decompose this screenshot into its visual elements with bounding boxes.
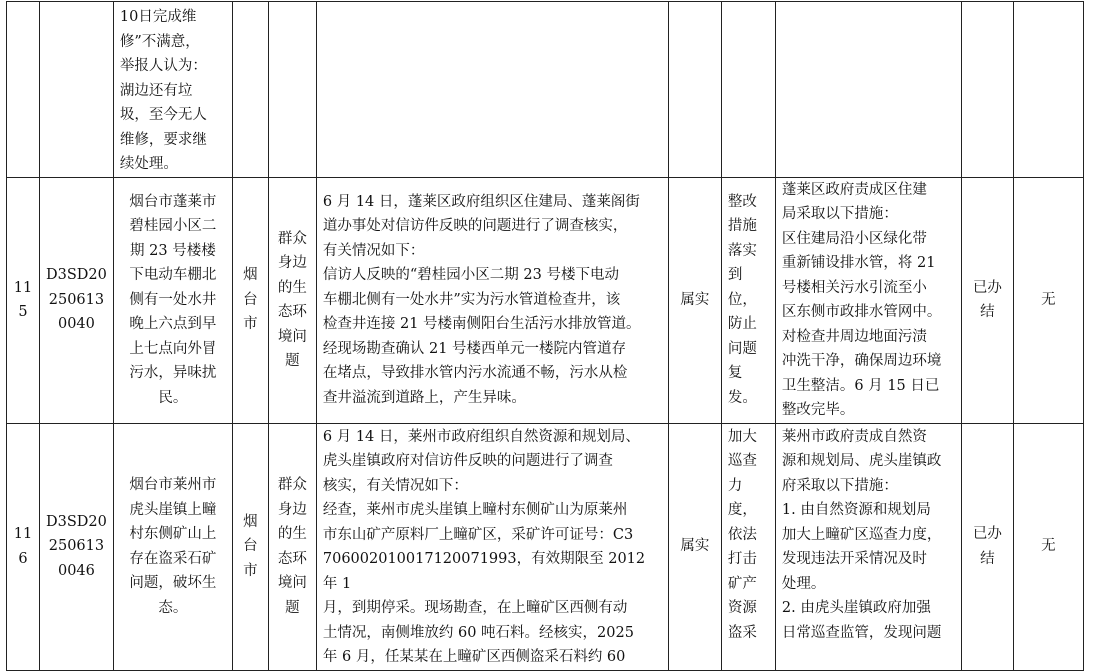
petition-table [6,1,1084,671]
cell-complaint: 10日完成维 修”不满意， 举报人认为： 湖边还有垃 圾，至今无人 维修，要求继 续处理。 [113,2,232,178]
table-row [7,423,1084,670]
cell-measure-short [721,2,775,178]
cell-no: 11 5 [7,177,40,423]
cell-measures: 莱州市政府责成自然资 源和规划局、虎头崖镇政 府采取以下措施： 1. 由自然资源和规划局 加大上疃矿区巡查力度， 发现违法开采情况及时 处理。 2. 由虎头崖镇政府加强 日常巡查监管，发现问题 [775,423,961,670]
cell-no: 11 6 [7,423,40,670]
cell-code: D3SD20 250613 0046 [40,423,114,670]
cell-verdict: 属实 [668,423,721,670]
cell-accountability: 无 [1013,177,1083,423]
cell-city: 烟台 市 [232,423,268,670]
cell-measure-short: 加大 巡查 力 度， 依法 打击 矿产 资源 盗采 [721,423,775,670]
cell-measure-short: 整改 措施 落实 到 位， 防止 问题 复 发。 [721,177,775,423]
cell-measures [775,2,961,178]
cell-verdict [668,2,721,178]
cell-verdict: 属实 [668,177,721,423]
cell-accountability [1013,2,1083,178]
cell-complaint: 烟台市莱州市 虎头崖镇上疃 村东侧矿山上 存在盗采石矿 问题，破坏生 态。 [113,423,232,670]
cell-category: 群众 身边 的生 态环 境问 题 [268,177,316,423]
table-row [7,177,1084,423]
cell-measures: 蓬莱区政府责成区住建 局采取以下措施： 区住建局沿小区绿化带 重新铺设排水管，将 21 号楼相关污水引流至小 区东侧市政排水管网中。 对检查井周边地面污渍 冲洗干净，确保周边环境 卫生整洁。6 月 15 日已 整改完毕。 [775,177,961,423]
cell-city: 烟台 市 [232,177,268,423]
table-row [7,2,1084,178]
cell-complaint: 烟台市蓬莱市 碧桂园小区二 期 23 号楼楼 下电动车棚北 侧有一处水井 晚上六点到早 上七点向外冒 污水，异味扰 民。 [113,177,232,423]
cell-code: D3SD20 250613 0040 [40,177,114,423]
cell-category [268,2,316,178]
cell-status: 已办 结 [961,423,1013,670]
cell-category: 群众 身边 的生 态环 境问 题 [268,423,316,670]
cell-findings: 6 月 14 日，莱州市政府组织自然资源和规划局、 虎头崖镇政府对信访件反映的问题进行了调查 核实，有关情况如下： 经查，莱州市虎头崖镇上疃村东侧矿山为原莱州 市东山矿产原料厂上疃矿区，采矿许可证号：C3 706002010017120071993，有效期限至 2012 年 1 月，到期停采。现场勘查，在上疃矿区西侧有动 土情况，南侧堆放约 60 吨石料。经核实，2025 年 6 月，任某某在上疃矿区西侧盗采石料约 60 [316,423,668,670]
cell-status: 已办 结 [961,177,1013,423]
cell-no [7,2,40,178]
cell-code [40,2,114,178]
cell-findings: 6 月 14 日，蓬莱区政府组织区住建局、蓬莱阁街 道办事处对信访件反映的问题进行了调查核实， 有关情况如下： 信访人反映的“碧桂园小区二期 23 号楼下电动 车棚北侧有一处水井”实为污水管道检查井，该 检查井连接 21 号楼南侧阳台生活污水排放管道。 经现场勘查确认 21 号楼西单元一楼院内管道存 在堵点，导致排水管内污水流通不畅，污水从检 查井溢流到道路上，产生异味。 [316,177,668,423]
cell-accountability: 无 [1013,423,1083,670]
cell-status [961,2,1013,178]
cell-city [232,2,268,178]
cell-findings [316,2,668,178]
